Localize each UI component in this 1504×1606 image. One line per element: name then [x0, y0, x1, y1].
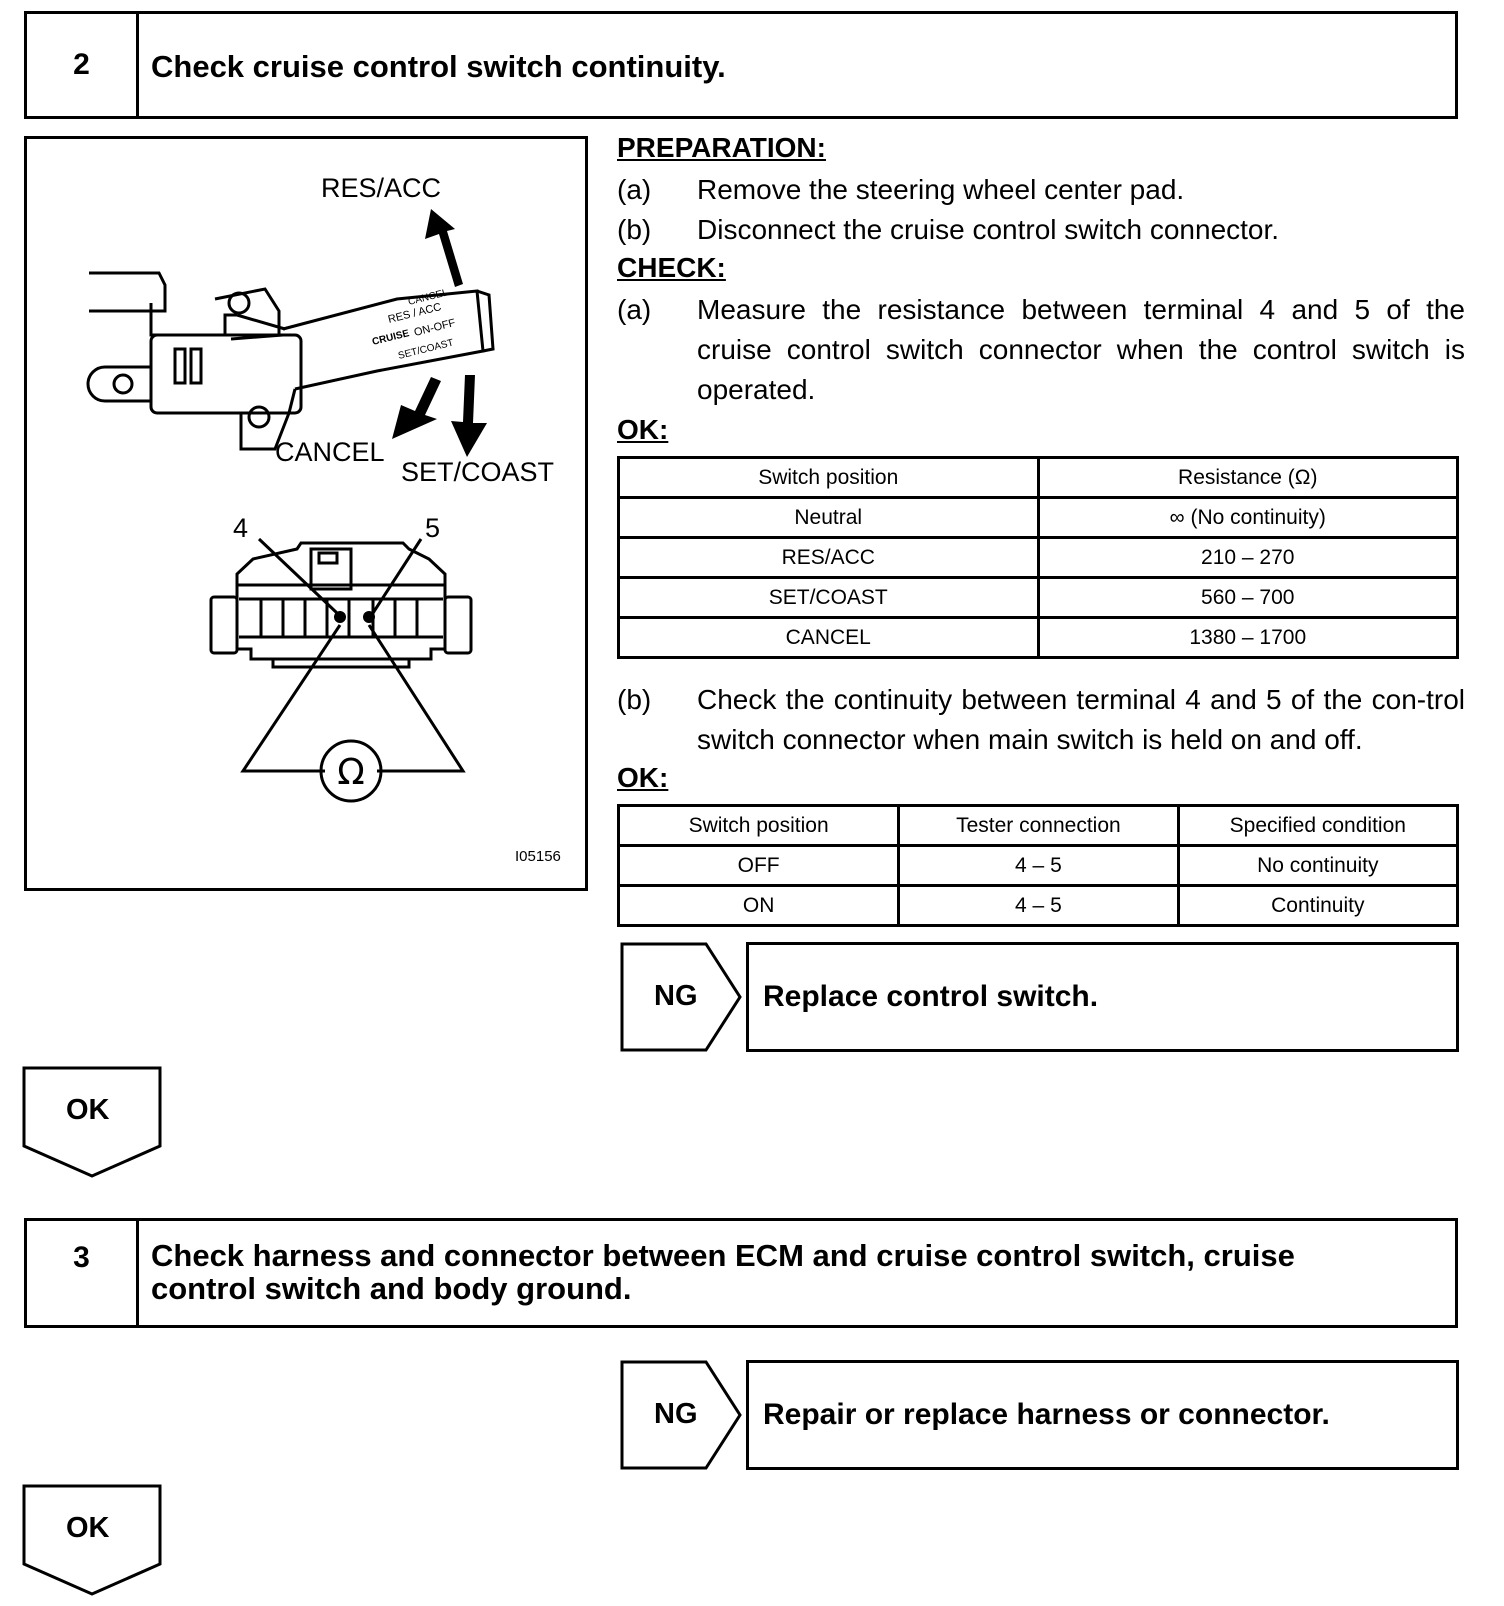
- label-res-acc: RES/ACC: [321, 173, 442, 203]
- table-header-row: [619, 458, 1458, 498]
- terminal-4-label: 4: [233, 513, 249, 543]
- switch-figure: [24, 136, 588, 891]
- table-row: [619, 886, 1458, 926]
- check-item-a-text: Measure the resistance between terminal 4 and 5 of the cruise control switch connector when the control switch is operated.: [697, 294, 1465, 405]
- preparation-heading: PREPARATION:: [617, 132, 826, 163]
- lever-on-off-text: ON-OFF: [412, 317, 457, 339]
- ok-label-1: OK: [66, 1094, 110, 1126]
- table-header: Specified condition: [1178, 806, 1457, 846]
- table-cell: OFF: [619, 846, 899, 886]
- table-cell: ON: [619, 886, 899, 926]
- set-coast-arrow: [451, 375, 487, 457]
- check-item-b-label: (b): [617, 684, 652, 715]
- terminal-4-dot: [334, 611, 346, 623]
- lever-set-coast-text: SET/COAST: [397, 337, 455, 362]
- lever-cruise-text: CRUISE: [371, 328, 411, 348]
- prep-item-a-label: (a): [617, 174, 652, 205]
- prep-item-b-text: Disconnect the cruise control switch connector.: [697, 214, 1280, 245]
- table-cell: Continuity: [1178, 886, 1457, 926]
- ng-action-1: Replace control switch.: [746, 942, 1459, 1052]
- label-set-coast: SET/COAST: [401, 457, 555, 487]
- step-title-line-1: Check harness and connector between ECM and cruise control switch, cruise: [151, 1238, 1295, 1273]
- table-row: [619, 578, 1458, 618]
- lever-res-acc-text: RES / ACC: [386, 301, 443, 326]
- table-header: Tester connection: [899, 806, 1178, 846]
- label-cancel: CANCEL: [275, 437, 385, 467]
- table-row: [619, 846, 1458, 886]
- terminal-5-label: 5: [425, 513, 441, 543]
- step-3-header: [24, 1218, 1458, 1328]
- ng-action-2: Repair or replace harness or connector.: [746, 1360, 1459, 1470]
- ng-label-1: NG: [654, 980, 698, 1012]
- step-number: 2: [27, 14, 139, 116]
- ok-heading-2: OK:: [617, 762, 669, 793]
- ok-heading-1: OK:: [617, 414, 669, 445]
- prep-item-a-text: Remove the steering wheel center pad.: [697, 174, 1185, 205]
- table-cell: CANCEL: [619, 618, 1039, 658]
- table-cell: ∞ (No continuity): [1038, 498, 1458, 538]
- step-number: 3: [27, 1221, 139, 1325]
- step-title-line-2: control switch and body ground.: [151, 1271, 632, 1306]
- ok-label-2: OK: [66, 1512, 110, 1544]
- step-title: Check cruise control switch continuity.: [151, 49, 726, 84]
- table-cell: 1380 – 1700: [1038, 618, 1458, 658]
- table-cell: 4 – 5: [899, 886, 1178, 926]
- check-heading: CHECK:: [617, 252, 726, 283]
- table-row: [619, 618, 1458, 658]
- resistance-table: [617, 456, 1459, 659]
- table-header: Switch position: [619, 458, 1039, 498]
- table-cell: RES/ACC: [619, 538, 1039, 578]
- cancel-arrow: [392, 377, 441, 439]
- table-cell: 4 – 5: [899, 846, 1178, 886]
- continuity-table: [617, 804, 1459, 927]
- check-item-a-label: (a): [617, 294, 652, 325]
- table-cell: Neutral: [619, 498, 1039, 538]
- table-cell: 210 – 270: [1038, 538, 1458, 578]
- terminal-5-dot: [363, 611, 375, 623]
- table-cell: SET/COAST: [619, 578, 1039, 618]
- prep-item-b-label: (b): [617, 214, 652, 245]
- res-acc-arrow: [425, 209, 463, 287]
- ohm-meter-symbol: Ω: [337, 752, 365, 793]
- ng-label-2: NG: [654, 1398, 698, 1430]
- table-row: [619, 498, 1458, 538]
- switch-diagram: [27, 139, 585, 888]
- table-cell: 560 – 700: [1038, 578, 1458, 618]
- table-header: Resistance (Ω): [1038, 458, 1458, 498]
- table-header: Switch position: [619, 806, 899, 846]
- table-header-row: [619, 806, 1458, 846]
- check-item-b-text: Check the continuity between terminal 4 and 5 of the con-trol switch connector when main switch is held on and off.: [697, 684, 1465, 755]
- table-cell: No continuity: [1178, 846, 1457, 886]
- lever-cancel-text: CANCEL: [407, 287, 450, 308]
- step-2-header: [24, 11, 1458, 119]
- figure-id: I05156: [515, 848, 561, 865]
- table-row: [619, 538, 1458, 578]
